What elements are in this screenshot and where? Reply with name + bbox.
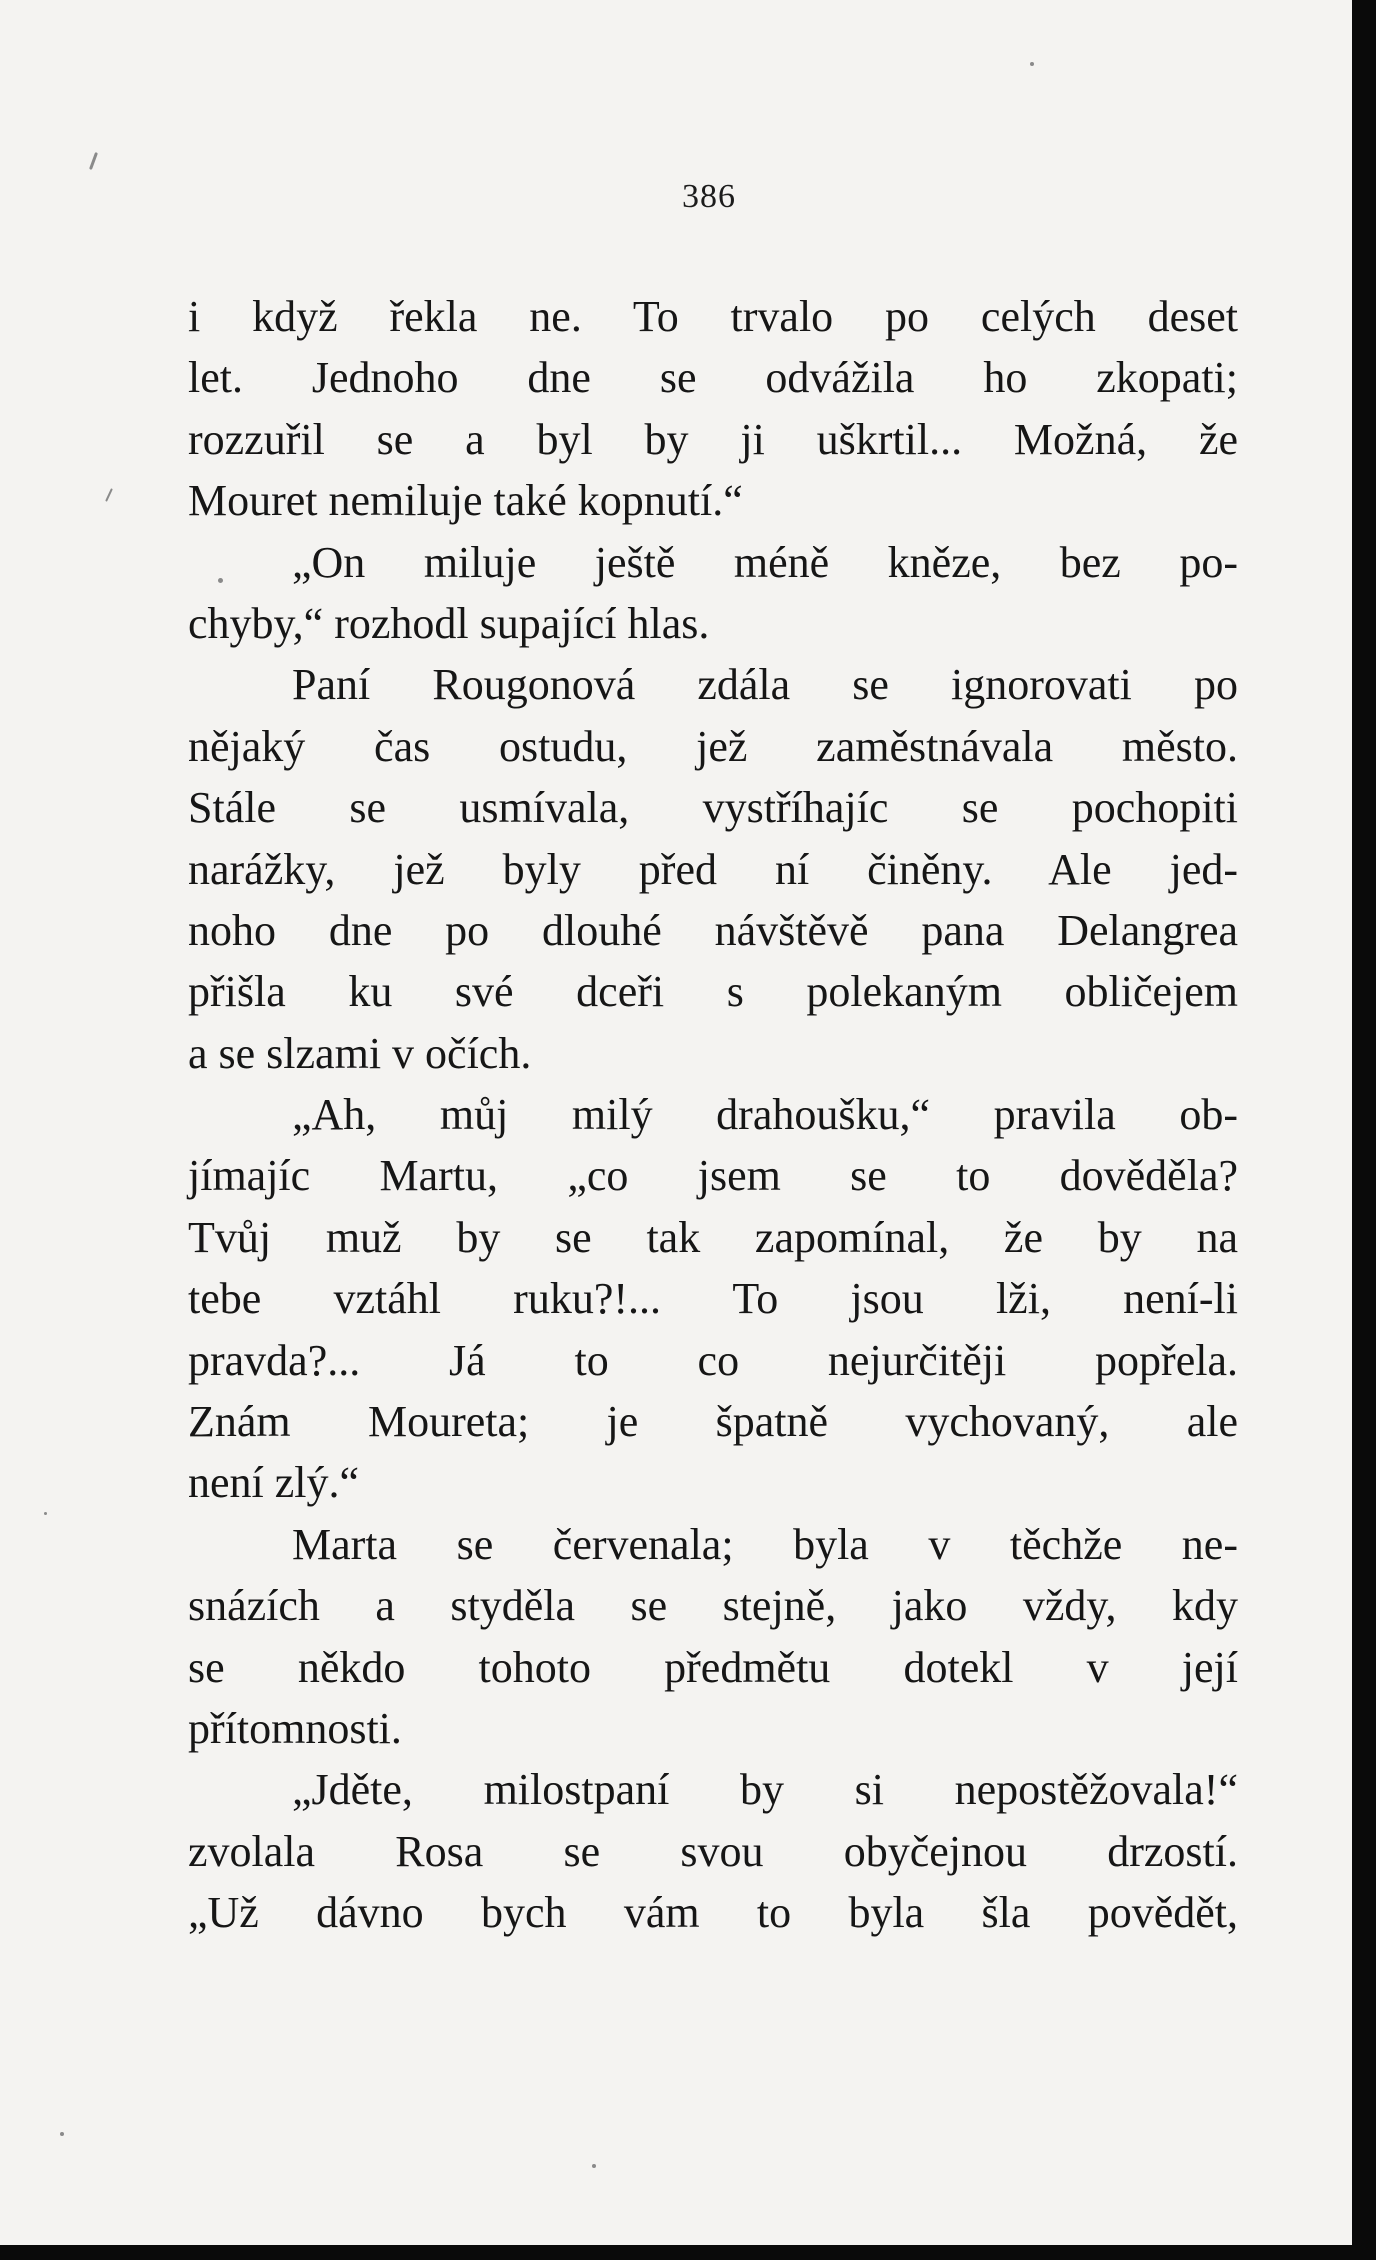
- text-line: Stále se usmívala, vystříhajíc se pochopiti: [188, 783, 1238, 833]
- text-line: zvolala Rosa se svou obyčejnou drzostí.: [188, 1826, 1238, 1876]
- text-line: „Ah, můj milý drahoušku,“ pravila ob-: [292, 1090, 1238, 1140]
- text-line: chyby,“ rozhodl supající hlas.: [188, 598, 710, 648]
- scan-speck: [60, 2132, 64, 2136]
- paragraph: [188, 1084, 1238, 1514]
- scan-speck: [44, 1512, 47, 1515]
- text-line: rozzuřil se a byl by ji uškrtil... Možná, že: [188, 414, 1238, 464]
- text-line: „Už dávno bych vám to byla šla povědět,: [188, 1888, 1238, 1938]
- text-line: tebe vztáhl ruku?!... To jsou lži, není-li: [188, 1274, 1238, 1324]
- text-line: pravda?... Já to co nejurčitěji popřela.: [188, 1335, 1238, 1385]
- scan-speck: [89, 152, 98, 170]
- text-line: není zlý.“: [188, 1458, 360, 1508]
- paragraph: [188, 1514, 1238, 1760]
- text-line: přišla ku své dceři s polekaným obličejem: [188, 967, 1238, 1017]
- text-line: Znám Moureta; je špatně vychovaný, ale: [188, 1397, 1238, 1447]
- text-line: a se slzami v očích.: [188, 1028, 532, 1078]
- text-line: „Jděte, milostpaní by si nepostěžovala!“: [292, 1765, 1238, 1815]
- text-line: i když řekla ne. To trvalo po celých deset: [188, 292, 1238, 341]
- text-line: jímajíc Martu, „co jsem se to dověděla?: [188, 1151, 1238, 1201]
- scan-speck: [592, 2164, 596, 2168]
- scan-border-right: [1352, 0, 1376, 2260]
- text-line: noho dne po dlouhé návštěvě pana Delangrea: [188, 905, 1238, 955]
- text-line: „On miluje ještě méně kněze, bez po-: [292, 537, 1238, 587]
- text-line: let. Jednoho dne se odvážila ho zkopati;: [188, 353, 1238, 403]
- scan-speck: [218, 578, 223, 583]
- text-line: snázích a styděla se stejně, jako vždy, kdy: [188, 1581, 1238, 1631]
- text-line: Marta se červenala; byla v těchže ne-: [292, 1519, 1238, 1569]
- text-line: přítomnosti.: [188, 1703, 402, 1753]
- text-line: Paní Rougonová zdála se ignorovati po: [292, 660, 1238, 710]
- paragraph: [188, 1759, 1238, 1943]
- text-line: nějaký čas ostudu, jež zaměstnávala město.: [188, 721, 1238, 771]
- scan-speck: [105, 488, 113, 502]
- text-line: se někdo tohoto předmětu dotekl v její: [188, 1642, 1238, 1692]
- text-body: [188, 286, 1238, 1944]
- paragraph: [188, 286, 1238, 532]
- scan-speck: [1030, 62, 1034, 66]
- text-line: Mouret nemiluje také kopnutí.“: [188, 476, 743, 526]
- text-line: narážky, jež byly před ní činěny. Ale jed-: [188, 844, 1238, 894]
- page-number: 386: [682, 178, 736, 215]
- paragraph: [188, 654, 1238, 1084]
- text-line: Tvůj muž by se tak zapomínal, že by na: [188, 1212, 1238, 1262]
- paragraph: [188, 532, 1238, 655]
- scan-border-bottom: [0, 2245, 1376, 2260]
